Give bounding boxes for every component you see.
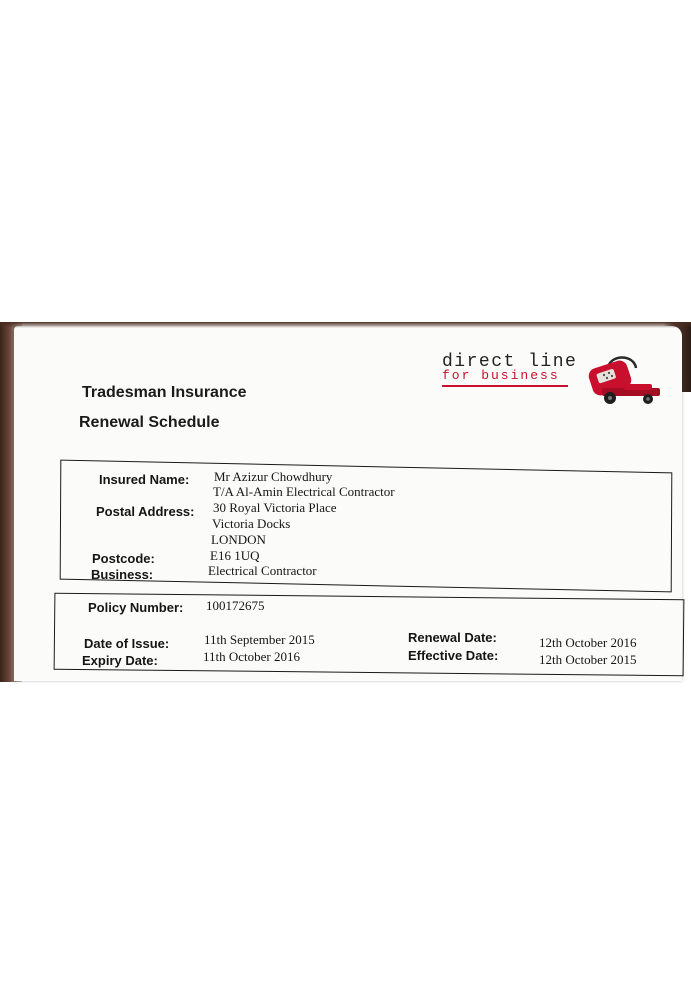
postcode-value: E16 1UQ — [210, 548, 260, 563]
renewal-date-label: Renewal Date: — [408, 630, 497, 645]
policy-number-value: 100172675 — [206, 598, 265, 613]
effective-date-value: 12th October 2015 — [539, 652, 637, 667]
document-title: Tradesman Insurance — [82, 384, 247, 401]
red-telephone-on-wheels-icon — [574, 354, 660, 406]
brand-logo — [440, 352, 662, 408]
effective-date-label: Effective Date: — [408, 648, 499, 663]
expiry-date-label: Expiry Date: — [82, 653, 158, 668]
logo-underline — [442, 385, 568, 387]
insured-name-value: Mr Azizur Chowdhury — [214, 469, 333, 484]
logo-wordmark: direct line — [442, 352, 578, 372]
logo-tagline: for business — [442, 368, 560, 383]
policy-number-label: Policy Number: — [88, 600, 184, 615]
business-value: Electrical Contractor — [208, 563, 317, 578]
expiry-date-value: 11th October 2016 — [203, 649, 300, 664]
photo-edge-top — [0, 322, 691, 328]
postcode-label: Postcode: — [92, 551, 155, 566]
address-line-2: Victoria Docks — [212, 516, 291, 531]
issue-date-label: Date of Issue: — [84, 636, 170, 651]
postal-address-label: Postal Address: — [96, 504, 195, 519]
business-label: Business: — [91, 567, 154, 582]
document-subtitle: Renewal Schedule — [79, 414, 220, 431]
address-line-1: 30 Royal Victoria Place — [213, 500, 337, 515]
renewal-date-value: 12th October 2016 — [539, 635, 637, 650]
insured-name-label: Insured Name: — [99, 472, 190, 487]
trading-as-value: T/A Al-Amin Electrical Contractor — [213, 484, 395, 499]
issue-date-value: 11th September 2015 — [204, 632, 315, 647]
address-line-3: LONDON — [211, 532, 266, 547]
